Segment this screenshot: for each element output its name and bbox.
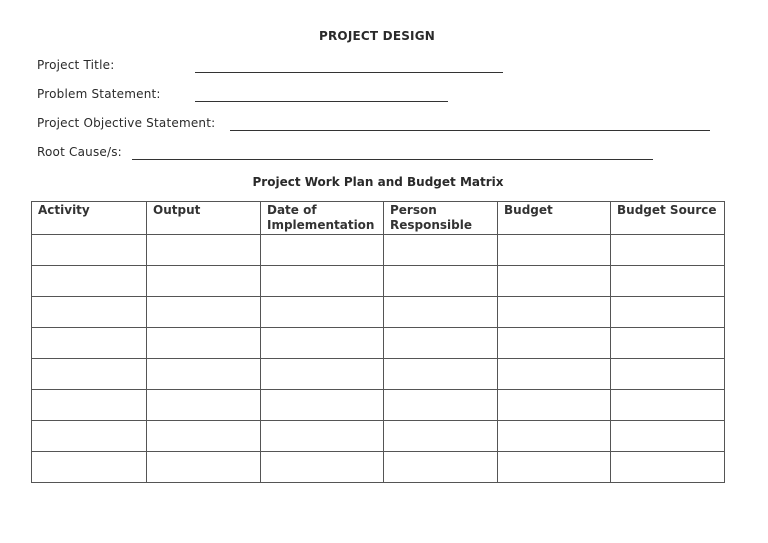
objective-statement-label: Project Objective Statement: <box>37 116 216 130</box>
cell-budget-source[interactable] <box>611 452 725 483</box>
table-header-row <box>32 202 725 235</box>
cell-output[interactable] <box>147 328 261 359</box>
cell-budget[interactable] <box>498 390 611 421</box>
column-header-date: Date of Implementation <box>261 202 384 235</box>
cell-output[interactable] <box>147 359 261 390</box>
cell-person[interactable] <box>384 328 498 359</box>
cell-budget[interactable] <box>498 328 611 359</box>
column-header-budget: Budget <box>498 202 611 235</box>
cell-output[interactable] <box>147 266 261 297</box>
cell-budget[interactable] <box>498 266 611 297</box>
table-row <box>32 235 725 266</box>
table-row <box>32 359 725 390</box>
root-cause-label: Root Cause/s: <box>37 145 122 159</box>
cell-activity[interactable] <box>32 390 147 421</box>
table-row <box>32 421 725 452</box>
cell-activity[interactable] <box>32 297 147 328</box>
table-row <box>32 297 725 328</box>
cell-date[interactable] <box>261 328 384 359</box>
cell-date[interactable] <box>261 297 384 328</box>
cell-person[interactable] <box>384 235 498 266</box>
cell-date[interactable] <box>261 421 384 452</box>
cell-date[interactable] <box>261 266 384 297</box>
cell-person[interactable] <box>384 266 498 297</box>
problem-statement-field[interactable] <box>195 101 448 102</box>
cell-date[interactable] <box>261 359 384 390</box>
table-row <box>32 328 725 359</box>
cell-activity[interactable] <box>32 266 147 297</box>
cell-output[interactable] <box>147 421 261 452</box>
table-body <box>32 235 725 483</box>
cell-output[interactable] <box>147 235 261 266</box>
project-title-field[interactable] <box>195 72 503 73</box>
cell-date[interactable] <box>261 452 384 483</box>
cell-output[interactable] <box>147 297 261 328</box>
cell-activity[interactable] <box>32 359 147 390</box>
root-cause-field[interactable] <box>132 159 653 160</box>
cell-activity[interactable] <box>32 421 147 452</box>
table-row <box>32 266 725 297</box>
cell-activity[interactable] <box>32 235 147 266</box>
table-row <box>32 452 725 483</box>
cell-budget-source[interactable] <box>611 359 725 390</box>
cell-budget-source[interactable] <box>611 235 725 266</box>
column-header-output: Output <box>147 202 261 235</box>
column-header-person: Person Responsible <box>384 202 498 235</box>
cell-person[interactable] <box>384 390 498 421</box>
cell-activity[interactable] <box>32 452 147 483</box>
work-plan-budget-table <box>31 201 725 483</box>
cell-budget-source[interactable] <box>611 328 725 359</box>
problem-statement-label: Problem Statement: <box>37 87 161 101</box>
column-header-budget-source: Budget Source <box>611 202 725 235</box>
table-row <box>32 390 725 421</box>
cell-person[interactable] <box>384 452 498 483</box>
cell-person[interactable] <box>384 421 498 452</box>
cell-person[interactable] <box>384 297 498 328</box>
cell-activity[interactable] <box>32 328 147 359</box>
cell-output[interactable] <box>147 390 261 421</box>
cell-budget-source[interactable] <box>611 421 725 452</box>
cell-budget[interactable] <box>498 452 611 483</box>
form-title: PROJECT DESIGN <box>318 29 436 43</box>
cell-budget-source[interactable] <box>611 390 725 421</box>
matrix-title: Project Work Plan and Budget Matrix <box>252 175 504 189</box>
cell-date[interactable] <box>261 235 384 266</box>
cell-budget-source[interactable] <box>611 266 725 297</box>
cell-budget[interactable] <box>498 235 611 266</box>
cell-budget[interactable] <box>498 297 611 328</box>
cell-budget[interactable] <box>498 421 611 452</box>
cell-person[interactable] <box>384 359 498 390</box>
objective-statement-field[interactable] <box>230 130 710 131</box>
column-header-activity: Activity <box>32 202 147 235</box>
project-title-label: Project Title: <box>37 58 115 72</box>
cell-budget[interactable] <box>498 359 611 390</box>
cell-date[interactable] <box>261 390 384 421</box>
cell-budget-source[interactable] <box>611 297 725 328</box>
cell-output[interactable] <box>147 452 261 483</box>
